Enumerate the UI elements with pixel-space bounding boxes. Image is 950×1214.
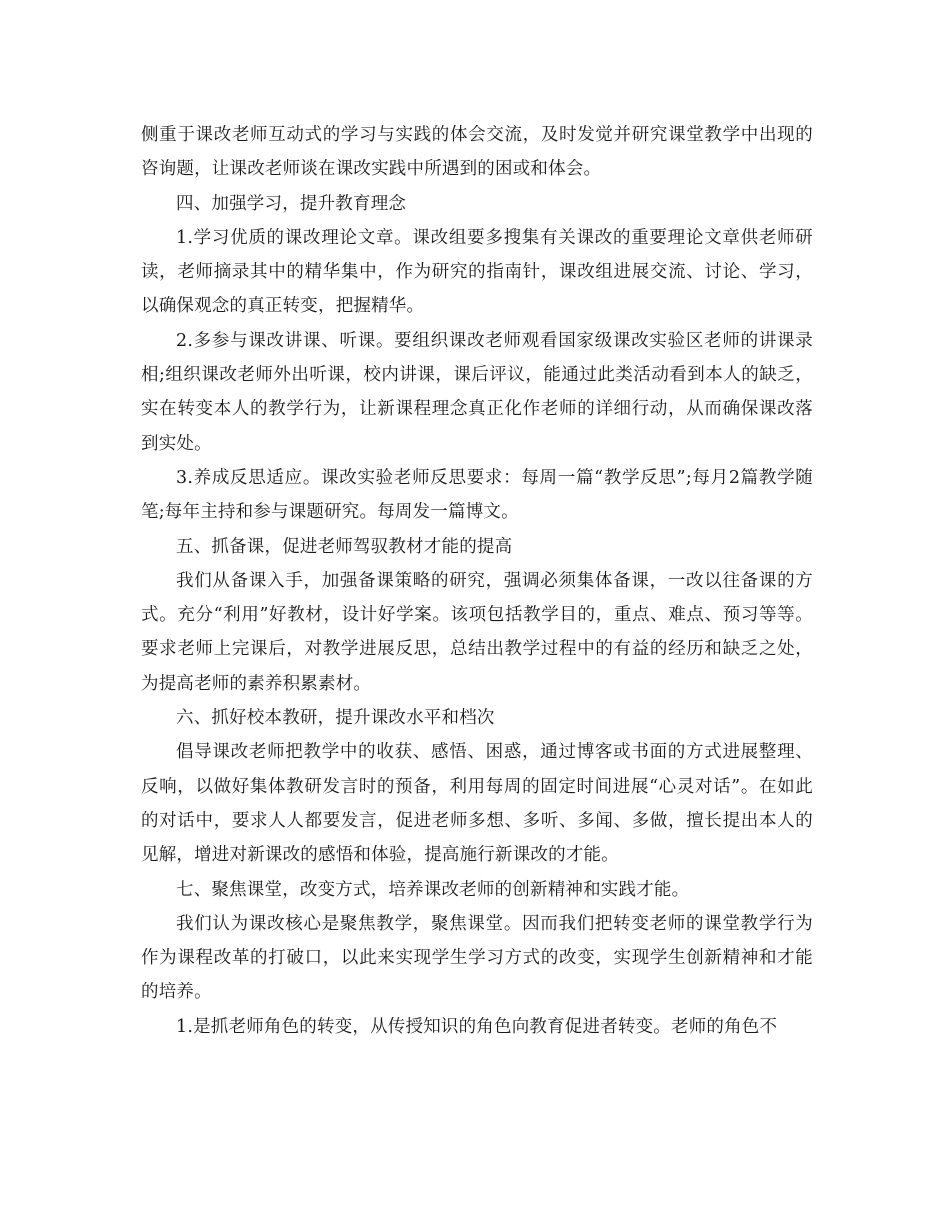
- paragraph-classroom-focus: 我们认为课改核心是聚焦教学，聚焦课堂。因而我们把转变老师的课堂教学行为作为课程改革的打破口，以此来实现学生学习方式的改变，实现学生创新精神和才能的培养。: [141, 913, 813, 1003]
- paragraph-school-research: 倡导课改老师把教学中的收获、感悟、困惑，通过博客或书面的方式进展整理、反响，以做好集体教研发言时的预备，利用每周的固定时间进展“心灵对话”。在如此的对话中，要求人人都要发言，促进老师多想、多听、多闻、多做，擅长提出本人的见解，增进对新课改的感悟和体验，提高施行新课改的才能。: [141, 742, 813, 866]
- paragraph-item-1: 1.学习优质的课改理论文章。课改组要多搜集有关课改的重要理论文章供老师研读，老师摘录其中的精华集中，作为研究的指南针，课改组进展交流、讨论、学习，以确保观念的真正转变，把握精华。: [141, 227, 813, 317]
- paragraph-item-2: 2.多参与课改讲课、听课。要组织课改老师观看国家级课改实验区老师的讲课录相;组织课改老师外出听课，校内讲课，课后评议，能通过此类活动看到本人的缺乏，实在转变本人的教学行为，让新课程理念真正化作老师的详细行动，从而确保课改落到实处。: [141, 330, 813, 454]
- paragraph-lesson-prep: 我们从备课入手，加强备课策略的研究，强调必须集体备课，一改以往备课的方式。充分“利用”好教材，设计好学案。该项包括教学目的，重点、难点、预习等等。要求老师上完课后，对教学进展反思，总结出教学过程中的有益的经历和缺乏之处，为提高老师的素养积累素材。: [141, 570, 813, 694]
- paragraph-item-3: 3.养成反思适应。课改实验老师反思要求：每周一篇“教学反思”;每月2篇教学随笔;每年主持和参与课题研究。每周发一篇博文。: [141, 467, 813, 523]
- paragraph-teacher-role: 1.是抓老师角色的转变，从传授知识的角色向教育促进者转变。老师的角色不: [176, 1016, 778, 1037]
- document-body: [141, 118, 813, 1044]
- heading-section-6: 六、抓好校本教研，提升课改水平和档次: [176, 708, 495, 729]
- heading-section-4: 四、加强学习，提升教育理念: [176, 193, 407, 214]
- paragraph-continuation: 侧重于课改老师互动式的学习与实践的体会交流，及时发觉并研究课堂教学中出现的咨询题，让课改老师谈在课改实践中所遇到的困或和体会。: [141, 125, 813, 180]
- heading-section-7: 七、聚焦课堂，改变方式，培养课改老师的创新精神和实践才能。: [176, 879, 690, 900]
- heading-section-5: 五、抓备课，促进老师驾驭教材才能的提高: [176, 536, 513, 557]
